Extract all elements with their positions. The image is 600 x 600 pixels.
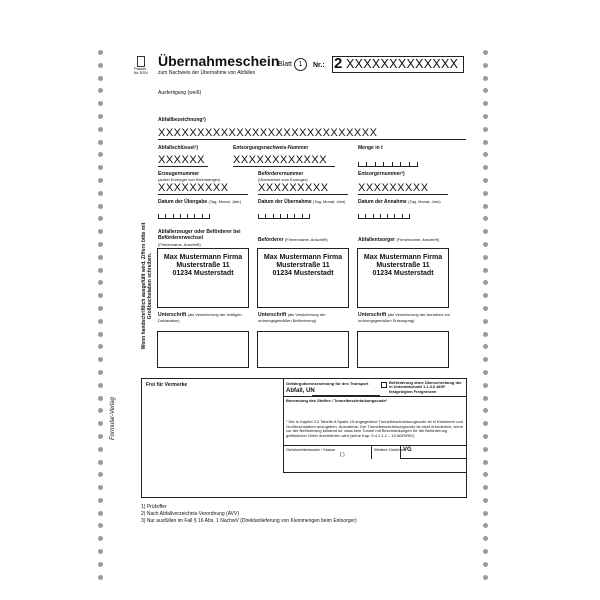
sprocket-hole [483, 191, 488, 196]
weitere-divider [371, 445, 372, 459]
entsorger-address-box[interactable] [357, 248, 449, 308]
sprocket-hole [483, 370, 488, 375]
abfallerzeuger-hint: (Firmenname, Anschrift) [158, 242, 201, 247]
sprocket-hole [483, 498, 488, 503]
sprocket-hole [98, 178, 103, 183]
document-number: XXXXXXXXXXXXX [346, 57, 459, 71]
menge-label: Menge in t [358, 145, 383, 151]
footnote-2: 2) Nach Abfallverzeichnis-Verordnung (AVV) [141, 511, 240, 517]
erzeugernummer-hint: (außer Erzeuger von Kleinmengen) [158, 177, 221, 182]
sprocket-hole [98, 332, 103, 337]
sprocket-hole [98, 242, 103, 247]
city: 01234 Musterstadt [272, 270, 334, 277]
sprocket-hole [483, 575, 488, 580]
sprocket-hole [98, 319, 103, 324]
entsorgungsnachweis-label: Entsorgungsnachweis-Nummer [233, 145, 309, 151]
sprocket-hole [98, 63, 103, 68]
field-tick [309, 214, 310, 218]
field-tick [180, 214, 181, 218]
sprocket-hole [98, 140, 103, 145]
field-tick [194, 214, 195, 218]
sprocket-hole [483, 344, 488, 349]
handwriting-warning: Wenn handschriftlich ausgefüllt wird, Ziffern bitte mit Großbuchstaben schreiben. [141, 222, 153, 350]
datum-uebergabe-field[interactable] [158, 212, 210, 219]
abfallerzeuger-address-box[interactable] [157, 248, 249, 308]
sprocket-hole [98, 498, 103, 503]
sprocket-hole [483, 268, 488, 273]
sprocket-hole [483, 204, 488, 209]
field-tick [202, 214, 203, 218]
footnote-1: 1) Prüfziffer [141, 504, 167, 510]
datum-uebernahme-hint: (Tag, Monat, Jahr) [313, 199, 346, 204]
vermerke-divider [283, 378, 284, 473]
entsorgungsnachweis-field[interactable]: XXXXXXXXXXXX [233, 154, 335, 167]
nr-label: Nr.: [313, 62, 325, 69]
company-name: Max Mustermann Firma [363, 254, 443, 261]
sprocket-hole [98, 255, 103, 260]
tunnel-footnote: ¹ Der in Kapitel 3.2 Tabelle A Spalte 15 angegebene Tunnelbeschränkungscode ist in Klammern und Großbuchstaben anzugeben. Ausnahme: Der Tunnelbeschränkungscode ist nicht erforderlich, wenn vor der Beförderung bekannt ist, dass kein Tunnel mit Beschränkungen für die Beförderung gefährlicher Güter durchfahren wird (siehe Kap. 5.4.1.1.1 – 10 ADR/RID) [286, 419, 463, 438]
sprocket-hole [98, 76, 103, 81]
weitere-gefahren-label: Weitere Gefahren [374, 447, 406, 452]
field-tick [400, 162, 401, 166]
footnote-3: 3) Nur ausfüllen im Fall § 16 Abs. 1 NachwV (Direktanlieferung von Kleinmengen beim Entsorger) [141, 518, 357, 524]
sprocket-hole [98, 268, 103, 273]
unterschrift-2-hint: (als Versicherung der ordnungsgemäßen Beförderung) [258, 312, 326, 323]
sprocket-hole [483, 383, 488, 388]
street: Musterstraße 11 [276, 262, 330, 269]
entsorger-party-hint: (Firmenname, Anschrift) [396, 237, 440, 242]
sprocket-hole [98, 293, 103, 298]
unterschrift-1-label: Unterschrift (als Versicherung der richtigen Deklaration) [158, 312, 242, 323]
sprocket-hole [483, 88, 488, 93]
sprocket-hole [98, 357, 103, 362]
sprocket-hole [483, 511, 488, 516]
sprocket-hole [98, 101, 103, 106]
sprocket-hole [98, 472, 103, 477]
field-tick [165, 214, 166, 218]
sprocket-hole [483, 472, 488, 477]
sprocket-hole [483, 357, 488, 362]
unterschrift-2-box[interactable] [257, 331, 349, 368]
field-tick [394, 214, 395, 218]
sprocket-hole [98, 511, 103, 516]
datum-uebergabe-hint: (Tag, Monat, Jahr) [208, 199, 242, 204]
sprocket-hole [483, 447, 488, 452]
sprocket-hole [98, 396, 103, 401]
field-tick [280, 214, 281, 218]
benennung-top-line [283, 396, 467, 397]
gefahrzettel-label: Gefahrzettelmuster / Klasse [286, 447, 336, 452]
gefahrzettel-paren: ( ) [340, 452, 345, 458]
sprocket-hole [483, 332, 488, 337]
vermerke-bottom-line [283, 472, 467, 473]
field-tick [366, 162, 367, 166]
abfallbezeichnung-label: Abfallbezeichnung²) [158, 117, 206, 123]
sprocket-hole [483, 293, 488, 298]
sprocket-hole [483, 523, 488, 528]
sprocket-hole [98, 421, 103, 426]
datum-annahme-label: Datum der Annahme (Tag, Monat, Jahr) [358, 199, 441, 205]
field-tick [265, 214, 266, 218]
sprocket-hole [98, 344, 103, 349]
unterschrift-2-label: Unterschrift (als Versicherung der ordnungsgemäßen Beförderung) [258, 312, 326, 323]
sprocket-hole [483, 242, 488, 247]
field-tick [417, 162, 418, 166]
befoerderer-party-label: Beförderer (Firmenname, Anschrift) [258, 237, 328, 243]
unterschrift-3-label: Unterschrift (als Versicherung der Annahme zur ordnungsgemäßen Entsorgung) [358, 312, 451, 323]
abfall-un-label: Abfall, UN [286, 388, 315, 394]
field-tick [387, 214, 388, 218]
field-tick [383, 162, 384, 166]
publisher-imprint: Formular-Verlag [110, 396, 116, 440]
sprocket-hole [483, 460, 488, 465]
sprocket-hole [483, 421, 488, 426]
field-tick [187, 214, 188, 218]
field-tick [392, 162, 393, 166]
sprocket-hole [98, 165, 103, 170]
sprocket-hole [483, 396, 488, 401]
left-sprocket-holes [98, 50, 106, 587]
sprocket-hole [98, 383, 103, 388]
field-tick [402, 214, 403, 218]
city: 01234 Musterstadt [172, 270, 234, 277]
sprocket-hole [483, 306, 488, 311]
right-sprocket-holes [483, 50, 491, 587]
abfallschluessel-label: Abfallschlüssel²) [158, 145, 199, 151]
street: Musterstraße 11 [376, 262, 430, 269]
sprocket-hole [98, 127, 103, 132]
sprocket-hole [483, 549, 488, 554]
datum-uebernahme-label: Datum der Übernahme (Tag, Monat, Jahr) [258, 199, 346, 205]
field-tick [373, 214, 374, 218]
sprocket-hole [483, 485, 488, 490]
field-tick [258, 214, 259, 218]
unterschrift-1-box[interactable] [157, 331, 249, 368]
unterschrift-3-hint: (als Versicherung der Annahme zur ordnungsgemäßen Entsorgung) [358, 312, 451, 323]
street: Musterstraße 11 [176, 262, 230, 269]
sprocket-hole [98, 536, 103, 541]
datum-annahme-hint: (Tag, Monat, Jahr) [408, 199, 441, 204]
entsorgernummer-field[interactable]: XXXXXXXXX [358, 182, 448, 195]
gefahrgut-label: Gefahrgutkennzeichnung für den Transport [286, 381, 369, 386]
sprocket-hole [98, 434, 103, 439]
vg-box[interactable] [400, 445, 467, 459]
datum-uebernahme-field[interactable] [258, 212, 310, 219]
sprocket-hole [98, 447, 103, 452]
sprocket-hole [483, 408, 488, 413]
sprocket-hole [483, 63, 488, 68]
erzeugernummer-field[interactable]: XXXXXXXXX [158, 182, 248, 195]
sprocket-hole [98, 562, 103, 567]
field-tick [273, 214, 274, 218]
sprocket-hole [98, 523, 103, 528]
sprocket-hole [483, 216, 488, 221]
blatt-label: Blatt [278, 61, 293, 68]
sprocket-hole [483, 319, 488, 324]
sprocket-hole [98, 229, 103, 234]
ausfertigung-label: Ausfertigung (weiß) [158, 90, 202, 96]
field-tick [380, 214, 381, 218]
sprocket-hole [483, 50, 488, 55]
menge-field[interactable] [358, 160, 418, 167]
sprocket-hole [98, 216, 103, 221]
form-subtitle: zum Nachweis der Übernahme von Abfällen [158, 70, 256, 76]
sprocket-hole [98, 460, 103, 465]
sprocket-hole [483, 434, 488, 439]
sprocket-hole [483, 165, 488, 170]
sprocket-hole [483, 255, 488, 260]
befoerderung-label: Beförderung ohne Überschreitung der in Unterabschnitt 1.1.3.6 ADR festgelegten Freigrenzen [389, 380, 462, 394]
company-name: Max Mustermann Firma [263, 254, 343, 261]
field-tick [294, 214, 295, 218]
sprocket-hole [98, 408, 103, 413]
sprocket-hole [483, 152, 488, 157]
blatt-number-circle [294, 58, 307, 71]
sprocket-hole [98, 191, 103, 196]
sprocket-hole [483, 76, 488, 81]
sprocket-hole [483, 114, 488, 119]
sprocket-hole [483, 127, 488, 132]
vermerke-title: Frei für Vermerke [146, 382, 188, 388]
sprocket-hole [98, 306, 103, 311]
unterschrift-1-hint: (als Versicherung der richtigen Deklaration) [158, 312, 242, 323]
field-tick [302, 214, 303, 218]
abfallerzeuger-label: Abfallerzeuger oder Beförderer bei Befördererwechsel [158, 229, 241, 241]
sprocket-hole [98, 280, 103, 285]
entsorgernummer-label: Entsorgernummer³) [358, 171, 405, 177]
befoerderer-address-box[interactable] [257, 248, 349, 308]
sprocket-hole [98, 485, 103, 490]
sprocket-hole [483, 280, 488, 285]
erzeugernummer-label: Erzeugernummer [158, 171, 200, 177]
field-tick [173, 214, 174, 218]
sprocket-hole [483, 562, 488, 567]
document-number-prefix: 2 [334, 55, 343, 72]
abfallbezeichnung-field[interactable]: XXXXXXXXXXXXXXXXXXXXXXXXXXXX [158, 127, 466, 140]
abfallschluessel-field[interactable]: XXXXXX [158, 154, 208, 167]
sprocket-hole [98, 50, 103, 55]
sprocket-hole [98, 575, 103, 580]
benennung-label: Benennung des Stoffes / Tunnelbeschränkungscode¹ [286, 398, 388, 403]
blatt-number: 1 [298, 61, 303, 68]
befoerderernummer-label: Beförderernummer [258, 171, 304, 177]
field-tick [209, 214, 210, 218]
sprocket-hole [98, 549, 103, 554]
entsorger-party-label: Abfallentsorger (Firmenname, Anschrift) [358, 237, 440, 243]
sprocket-hole [483, 178, 488, 183]
befoerderernummer-hint: (Übernahme vom Erzeuger) [258, 177, 308, 182]
field-tick [365, 214, 366, 218]
sprocket-hole [483, 140, 488, 145]
sprocket-hole [98, 204, 103, 209]
field-tick [409, 214, 410, 218]
befoerderernummer-field[interactable]: XXXXXXXXX [258, 182, 348, 195]
vg-label: VG [403, 447, 412, 453]
city: 01234 Musterstadt [372, 270, 434, 277]
field-tick [358, 214, 359, 218]
datum-uebergabe-label: Datum der Übergabe (Tag, Monat, Jahr) [158, 199, 242, 205]
sprocket-hole [483, 536, 488, 541]
befoerderung-checkbox[interactable] [381, 382, 387, 388]
sprocket-hole [98, 88, 103, 93]
field-tick [158, 214, 159, 218]
sprocket-hole [483, 229, 488, 234]
unterschrift-3-box[interactable] [357, 331, 449, 368]
field-tick [287, 214, 288, 218]
field-tick [409, 162, 410, 166]
sprocket-hole [98, 114, 103, 119]
datum-annahme-field[interactable] [358, 212, 410, 219]
sprocket-hole [98, 370, 103, 375]
sprocket-hole [98, 152, 103, 157]
company-name: Max Mustermann Firma [163, 254, 243, 261]
document-number-box[interactable] [332, 56, 464, 73]
befoerderer-party-hint: (Firmenname, Anschrift) [284, 237, 328, 242]
sprocket-hole [483, 101, 488, 106]
form-title: Übernahmeschein [158, 53, 280, 69]
edv-label: Passer für EDV [134, 66, 149, 75]
field-tick [358, 162, 359, 166]
field-tick [375, 162, 376, 166]
